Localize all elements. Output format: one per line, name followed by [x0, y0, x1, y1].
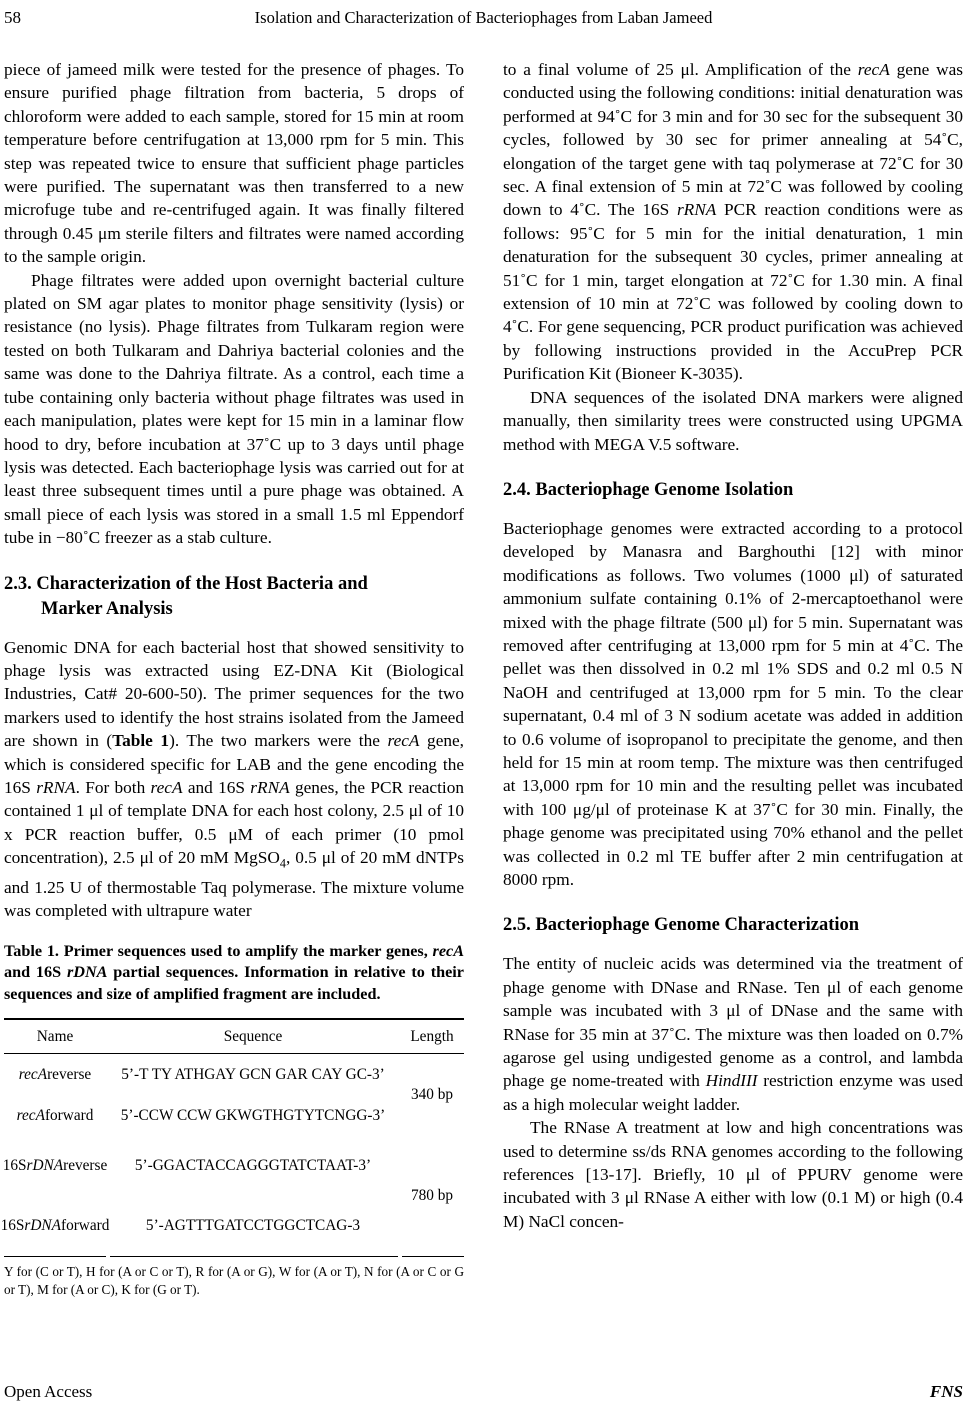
running-title: Isolation and Characterization of Bacteriophages from Laban Jameed: [254, 8, 713, 27]
cell-name-16s-reverse: 16S rDNA reverse: [2, 1157, 108, 1175]
cell-length-780bp: 780 bp: [410, 1187, 454, 1205]
cell-seq-16s-forward: 5’-AGTTTGATCCTGGCTCAG-3: [145, 1217, 361, 1235]
left-para-2: Phage filtrates were added upon overnight bacterial culture plated on SM agar plates to monitor phage sensitivity (lysis) or resistance (no lysis). Phage filtrates from Tulkaram region were tested on both Tulkaram and Dahriya bacterial colonies and the same was done to the Dahriya filtrate. As a control, each time a tube containing only bacteria without phage filtrates was used in each manipulation, plates were kept for 15 min in a laminar flow hood to dry, before incubation at 37˚C up to 3 days until phage lysis was detected. Each bacteriophage lysis was carried out for at least three subsequent times until a pure phage was obtained. A small piece of each lysis was stored in a small 1.5 ml Eppendorf tube in −80˚C freezer as a stab culture.: [4, 270, 464, 548]
left-para-3: Genomic DNA for each bacterial host that showed sensitivity to phage lysis was extracted using EZ-DNA Kit (Biological Industries, Cat# 20-600-50). The primer sequences for the two markers used to identify the host strains isolated from the Jameed are shown in (Table 1). The two markers were the recA gene, which is considered specific for LAB and the gene encoding the 16S rRNA. For both recA and 16S rRNA genes, the PCR reaction contained 1 μl of template DNA for each host colony, 2.5 μl of 10 x PCR reaction buffer, 0.5 μM of each primer (10 pmol concentration), 2.5 μl of 20 mM MgSO$_4$, 0.5 μl of 20 mM dNTPs and 1.25 U of thermostable Taq polymerase. The mixture volume was completed with ultrapure water: [4, 637, 464, 921]
cell-name-reca-forward: recA forward: [16, 1106, 94, 1124]
table-1-caption: Table 1. Primer sequences used to amplify the marker genes, recA and 16S rDNA partial sequences. Information in relative to their sequences and size of amplified fragment are included.: [4, 941, 464, 1003]
page-footer: [4, 1382, 963, 1402]
section-heading-2-3: [4, 572, 464, 622]
section-heading-2-5: 2.5. Bacteriophage Genome Characterization: [503, 915, 860, 936]
table-body: [0, 1054, 464, 1256]
journal-abbreviation: FNS: [929, 1382, 963, 1401]
cell-seq-reca-forward: 5’-CCW CCW GKWGTHGTYTCNGG-3’: [120, 1106, 386, 1124]
page-header: [4, 8, 963, 34]
heading-line-1: 2.3. Characterization of the Host Bacteria and: [4, 573, 368, 594]
table-header-row: [4, 1018, 464, 1054]
page-number: 58: [4, 8, 21, 27]
right-column: [503, 58, 963, 1298]
cell-seq-16s-reverse: 5’-GGACTACCAGGGTATCTAAT-3’: [134, 1157, 372, 1175]
two-column-body: [0, 58, 963, 1298]
right-para-5: The RNase A treatment at low and high concentrations was used to determine ss/ds RNA genomes according to the following references [13-17]. Briefly, 10 μl of PPURV genome were incubated with 3 μl RNase A either with low (0.1 M) or high (0.4 M) NaCl concen-: [503, 1118, 963, 1231]
col-header-sequence: Sequence: [223, 1027, 283, 1045]
col-header-length: Length: [410, 1027, 454, 1045]
table-footnote: Y for (C or T), H for (A or C or T), R for (A or G), W for (A or T), N for (A or C or G or T), M for (A or C), K for (G or T).: [4, 1264, 464, 1297]
right-para-2: DNA sequences of the isolated DNA markers were aligned manually, then similarity trees were constructed using UPGMA method with MEGA V.5 software.: [503, 387, 963, 454]
cell-seq-reca-reverse: 5’-T TY ATHGAY GCN GAR CAY GC-3’: [121, 1065, 385, 1083]
left-para-1: piece of jameed milk were tested for the presence of phages. To ensure purified phage filtration from bacteria, 5 drops of chloroform were added to each sample, stored for 15 min at room temperature before centrifugation at 13,000 rpm for 5 min. This step was repeated twice to ensure that sufficient phage particles were purified. The supernatant was then transferred to a new microfuge tube and re-centrifuged again. It was finally filtered through 0.45 μm sterile filters and filtrates were named according to the sample origin.: [4, 60, 464, 267]
right-para-3: Bacteriophage genomes were extracted according to a protocol developed by Manasra and Barghouthi [12] with minor modifications as follows. Two volumes (1000 μl) of saturated ammonium sulfate containing 0.1% of 2-mercaptoethanol were mixed with the phage filtrate (500 μl) for 5 min. Supernatant was removed after centrifuging at 13,000 rpm for 5 min at 4˚C. The pellet was then dissolved in 0.2 ml 1% SDS and 0.2 ml 0.5 N NaOH and centrifuged at 13,000 rpm for 5 min. To the clear supernatant, 0.4 ml of 3 N sodium acetate was added in addition to 0.6 volume of isopropanol to precipitate the genome, and then held for 15 min at room temp. The mixture was then centrifuged at 13,000 rpm for 10 min and the resulting pellet was incubated with 100 μg/μl of proteinase K at 37˚C for 30 min. Finally, the phage genome was precipitated using 70% ethanol and the pellet was collected in 0.2 ml TE buffer after 2 min centrifugation at 8000 rpm.: [503, 518, 963, 889]
rule-segment: [4, 1256, 106, 1257]
section-heading-2-4: 2.4. Bacteriophage Genome Isolation: [503, 479, 794, 500]
right-para-4: The entity of nucleic acids was determined via the treatment of phage genome with DNase and RNase. Ten μl of each genome sample was incubated with 3 μl of DNase and the same with RNase for 35 min at 37˚C. The mixture was then loaded on 0.7% agarose gel using undigested genome as a control, and lambda phage ge nome-treated with HindIII restriction enzyme was used as a high molecular weight ladder.: [503, 954, 963, 1114]
heading-line-2: Marker Analysis: [41, 598, 173, 619]
cell-name-16s-forward: 16S rDNA forward: [0, 1217, 110, 1235]
right-para-1: to a final volume of 25 μl. Amplification of the recA gene was conducted using the following conditions: initial denaturation was performed at 94˚C for 3 min and for 30 sec for the subsequent 30 cycles, followed by 30 sec for primer annealing at 54˚C, elongation of the target gene with taq polymerase at 72˚C for 30 sec. A final extension of 5 min at 72˚C was followed by cooling down to 4˚C. The 16S rRNA PCR reaction conditions were as follows: 95˚C for 5 min for the initial denaturation, 1 min denaturation for the subsequent 30 cycles, primer annealing at 51˚C for 1 min, target elongation at 72˚C for 1.30 min. A final extension of 10 min at 72˚C was followed by cooling down to 4˚C. For gene sequencing, PCR product purification was achieved by following instructions provided in the AccuPrep PCR Purification Kit (Bioneer K-3035).: [503, 60, 963, 384]
col-header-name: Name: [36, 1027, 74, 1045]
left-column: [0, 58, 464, 1298]
table-1: [0, 1018, 464, 1257]
table-bottom-rule: [4, 1256, 464, 1257]
open-access-label: Open Access: [4, 1382, 93, 1401]
rule-segment: [402, 1256, 464, 1257]
rule-segment: [110, 1256, 398, 1257]
cell-length-340bp: 340 bp: [410, 1086, 454, 1104]
cell-name-reca-reverse: recA reverse: [18, 1065, 92, 1083]
